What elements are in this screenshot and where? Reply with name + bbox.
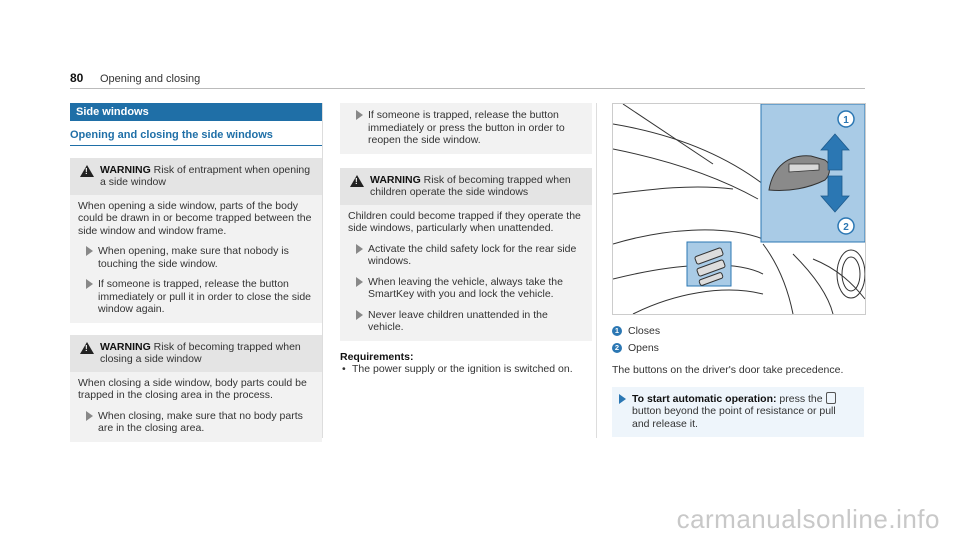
warning-icon	[80, 165, 94, 177]
warning-text: When closing a side window, body parts could be trapped in the closing area in the process.	[78, 376, 307, 401]
warning-title: Risk of becoming trapped when children operate the side windows	[370, 173, 571, 198]
warning-step: When opening, make sure that nobody is touching the side window.	[78, 245, 314, 270]
figure-callout-2: 2	[843, 222, 849, 233]
requirement-item: • The power supply or the ignition is switched on.	[340, 363, 592, 376]
step-arrow-icon	[86, 279, 93, 289]
step-arrow-icon	[356, 110, 363, 120]
warning-label: WARNING	[100, 340, 151, 353]
instruction-label: To start automatic operation:	[632, 392, 777, 405]
continued-step-box	[340, 103, 592, 154]
step-arrow-icon	[356, 277, 363, 287]
step-arrow-icon	[356, 244, 363, 254]
watermark: carmanualsonline.info	[676, 503, 940, 534]
legend-item: 1 Closes	[612, 325, 864, 338]
column-2	[340, 103, 592, 376]
warning-box-children	[340, 168, 592, 341]
warning-text: When opening a side window, parts of the body could be drawn in or become trapped between the side window and window frame.	[78, 199, 312, 237]
warning-label: WARNING	[370, 173, 421, 186]
switch-highlight	[687, 242, 731, 286]
warning-step: When closing, make sure that no body parts are in the closing area.	[78, 410, 314, 435]
page-number: 80	[70, 71, 84, 85]
door-panel-figure	[612, 103, 866, 315]
page-title: Opening and closing	[100, 73, 201, 85]
step-arrow-icon	[356, 310, 363, 320]
column-divider	[596, 103, 597, 438]
warning-icon	[350, 175, 364, 187]
door-panel-illustration	[613, 104, 865, 314]
zoom-inset	[761, 104, 865, 242]
number-badge: 2	[612, 343, 622, 353]
window-button-icon	[826, 392, 836, 404]
step-arrow-icon	[86, 411, 93, 421]
warning-step: If someone is trapped, release the button immediately or pull it in order to close the side window again.	[78, 278, 314, 316]
subsection-heading: Opening and closing the side windows	[70, 129, 322, 146]
warning-step: Never leave children unattended in the vehicle.	[348, 309, 584, 334]
warning-title: Risk of becoming trapped when closing a side window	[100, 340, 301, 365]
warning-step: Activate the child safety lock for the rear side windows.	[348, 243, 584, 268]
warning-icon	[80, 342, 94, 354]
instruction-box: To start automatic operation: press the button beyond the point of resistance or pull and release it.	[612, 387, 864, 438]
legend-item: 2 Opens	[612, 342, 864, 355]
warning-title: Risk of entrapment when opening a side window	[100, 163, 311, 188]
warning-step: When leaving the vehicle, always take the SmartKey with you and lock the vehicle.	[348, 276, 584, 301]
warning-box-closing	[70, 335, 322, 442]
requirements-heading: Requirements:	[340, 350, 414, 363]
warning-box-entrapment	[70, 158, 322, 323]
warning-label: WARNING	[100, 163, 151, 176]
warning-step: If someone is trapped, release the button immediately or press the button in order to reopen the side window.	[348, 109, 584, 147]
number-badge: 1	[612, 326, 622, 336]
step-arrow-icon	[619, 394, 626, 404]
column-1	[70, 103, 322, 442]
step-arrow-icon	[86, 246, 93, 256]
column-divider	[322, 103, 323, 438]
figure-callout-1: 1	[843, 115, 849, 126]
section-heading: Side windows	[70, 103, 322, 121]
warning-text: Children could become trapped if they operate the side windows, particularly when unattended.	[348, 209, 581, 234]
body-paragraph: The buttons on the driver's door take precedence.	[612, 364, 844, 376]
header-rule	[70, 88, 865, 89]
column-3	[612, 323, 864, 437]
